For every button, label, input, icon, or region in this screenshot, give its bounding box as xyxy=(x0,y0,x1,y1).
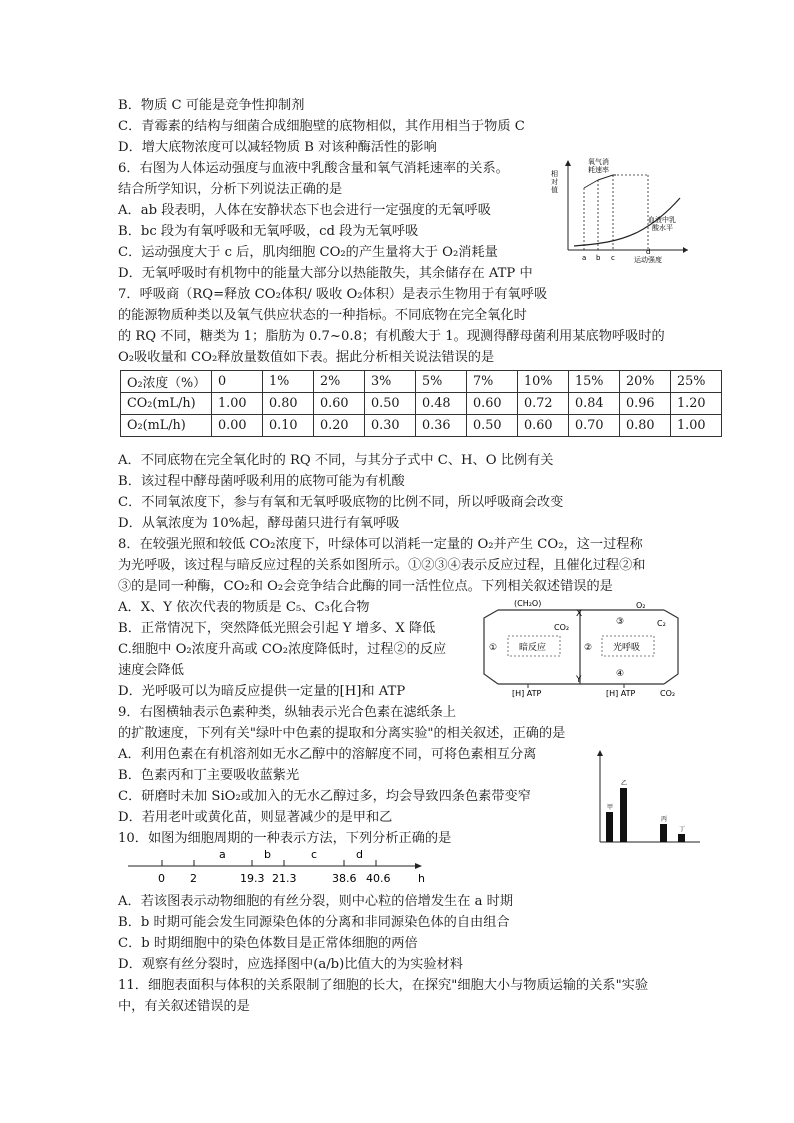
table-cell: 1% xyxy=(263,371,314,393)
photorespiration-label: 光呼吸 xyxy=(613,643,641,653)
question-7-stem: 7．呼吸商（RQ=释放 CO₂体积/ 吸收 O₂体积）是表示生物用于有氧呼吸 xyxy=(118,287,548,302)
tick-d: d xyxy=(646,248,651,256)
tick-label: 2 xyxy=(190,872,197,885)
text-line: 速度会降低 xyxy=(118,663,184,678)
table-cell: 20% xyxy=(620,371,671,393)
tick-label: 21.3 xyxy=(272,872,297,885)
table-cell: 0.36 xyxy=(416,415,467,437)
table-cell: 0.72 xyxy=(518,393,569,415)
co2-bottom-label: CO₂ xyxy=(660,689,676,698)
table-cell: 0.80 xyxy=(620,415,671,437)
step-3: ③ xyxy=(616,617,625,627)
option-a: A．不同底物在完全氧化时的 RQ 不同，与其分子式中 C、H、O 比例有关 xyxy=(118,453,554,468)
option-b: B．色素丙和丁主要吸收蓝紫光 xyxy=(118,768,300,783)
segment-b: b xyxy=(264,848,271,861)
unit-label: h xyxy=(418,872,425,885)
tick-label: 0 xyxy=(158,872,165,885)
table-cell: 5% xyxy=(416,371,467,393)
table-cell: CO₂(mL/h) xyxy=(121,393,212,415)
table-cell: 0.60 xyxy=(518,415,569,437)
x-axis-label: 运动强度 xyxy=(634,256,662,264)
table-cell: 1.00 xyxy=(671,415,722,437)
o2-curve-label: 氧气消耗速率 xyxy=(588,158,609,174)
text-line: C．青霉素的结构与细菌合成细胞壁的底物相似，其作用相当于物质 C xyxy=(118,119,525,134)
tick-label: 19.3 xyxy=(240,872,265,885)
option-d: D．观察有丝分裂时，应选择图中(a/b)比值大的为实验材料 xyxy=(118,957,463,972)
option-c: C．研磨时未加 SiO₂或加入的无水乙醇过多，均会导致四条色素带变窄 xyxy=(118,789,531,804)
option-b: B．正常情况下，突然降低光照会引起 Y 增多、X 降低 xyxy=(118,621,436,636)
option-b: B．bc 段为有氧呼吸和无氧呼吸，cd 段为无氧呼吸 xyxy=(118,224,419,239)
option-a: A．若该图表示动物细胞的有丝分裂，则中心粒的倍增发生在 a 时期 xyxy=(118,894,514,909)
text-line: 结合所学知识，分析下列说法正确的是 xyxy=(118,182,343,197)
table-cell: 0.00 xyxy=(212,415,263,437)
table-cell: 2% xyxy=(314,371,365,393)
table-cell: 0.48 xyxy=(416,393,467,415)
segment-c: c xyxy=(311,848,318,861)
bar-label: 乙 xyxy=(621,780,628,787)
bar-bing xyxy=(660,824,667,842)
table-cell: 0.70 xyxy=(569,415,620,437)
question-6-stem: 6．右图为人体运动强度与血液中乳酸含量和氧气消耗速率的关系。 xyxy=(118,161,509,176)
h-atp-left: [H] ATP xyxy=(512,689,542,698)
table-cell: 10% xyxy=(518,371,569,393)
table-cell: O₂(mL/h) xyxy=(121,415,212,437)
option-c: C．不同氧浓度下，参与有氧和无氧呼吸底物的比例不同，所以呼吸商会改变 xyxy=(118,495,564,510)
text-line: 的扩散速度，下列有关"绿叶中色素的提取和分离实验"的相关叙述，正确的是 xyxy=(118,726,566,741)
dark-reaction-label: 暗反应 xyxy=(519,643,547,653)
step-2: ② xyxy=(584,643,593,653)
table-cell: 0.10 xyxy=(263,415,314,437)
table-cell: 0.96 xyxy=(620,393,671,415)
bar-yi xyxy=(620,788,627,842)
y-label: Y xyxy=(576,675,582,685)
option-b: B．b 时期可能会发生同源染色体的分离和非同源染色体的自由组合 xyxy=(118,915,510,930)
bar-ding xyxy=(678,834,685,842)
bar-label: 丁 xyxy=(679,826,686,833)
co2-top-label: CO₂ xyxy=(554,623,570,632)
table-cell: 0.50 xyxy=(467,415,518,437)
option-a: A．X、Y 依次代表的物质是 C₅、C₃化合物 xyxy=(118,600,370,615)
tick-c: c xyxy=(611,254,615,262)
option-c: C．运动强度大于 c 后，肌肉细胞 CO₂的产生量将大于 O₂消耗量 xyxy=(118,245,498,260)
text-line: D．增大底物浓度可以减轻物质 B 对该种酶活性的影响 xyxy=(118,140,437,155)
table-cell: 0.50 xyxy=(365,393,416,415)
table-cell: 1.20 xyxy=(671,393,722,415)
question-8-stem: 8．在较强光照和较低 CO₂浓度下，叶绿体可以消耗一定量的 O₂并产生 CO₂，这一过程称 xyxy=(118,537,643,552)
option-d: D．从氧浓度为 10%起，酵母菌只进行有氧呼吸 xyxy=(118,516,400,531)
tick-a: a xyxy=(582,254,587,262)
table-cell: 3% xyxy=(365,371,416,393)
option-d: D．光呼吸可以为暗反应提供一定量的[H]和 ATP xyxy=(118,684,406,699)
text-line: 的 RQ 不同，糖类为 1；脂肪为 0.7~0.8；有机酸大于 1。现测得酵母菌利用某底物呼吸时的 xyxy=(118,329,665,344)
table-cell: 0.80 xyxy=(263,393,314,415)
table-cell: 1.00 xyxy=(212,393,263,415)
c2-label: C₂ xyxy=(657,619,666,628)
table-cell: O₂浓度（%） xyxy=(121,371,212,393)
table-cell: 0.60 xyxy=(314,393,365,415)
option-d: D．无氧呼吸时有机物中的能量大部分以热能散失，其余储存在 ATP 中 xyxy=(118,266,533,281)
tick-label: 40.6 xyxy=(366,872,391,885)
option-a: A．ab 段表明，人体在安静状态下也会进行一定强度的无氧呼吸 xyxy=(118,203,491,218)
step-1: ① xyxy=(489,643,498,653)
exercise-intensity-graph xyxy=(548,156,696,266)
table-cell: 0.20 xyxy=(314,415,365,437)
table-row xyxy=(121,371,722,393)
step-4: ④ xyxy=(616,669,625,679)
y-axis-label: 相对值 xyxy=(551,170,558,194)
h-atp-right: [H] ATP xyxy=(606,689,636,698)
segment-a: a xyxy=(219,848,226,861)
question-9-stem: 9．右图横轴表示色素种类，纵轴表示光合色素在滤纸条上 xyxy=(118,705,457,720)
table-row xyxy=(121,393,722,415)
table-cell: 15% xyxy=(569,371,620,393)
text-line: 中，有关叙述错误的是 xyxy=(118,999,250,1014)
option-a: A．利用色素在有机溶剂如无水乙醇中的溶解度不同，可将色素相互分离 xyxy=(118,747,537,762)
pigment-bar-chart xyxy=(596,748,706,848)
x-label: X xyxy=(576,609,583,619)
table-cell: 0.60 xyxy=(467,393,518,415)
tick-b: b xyxy=(596,254,601,262)
option-b: B．该过程中酵母菌呼吸利用的底物可能为有机酸 xyxy=(118,474,405,489)
tick-label: 38.6 xyxy=(332,872,357,885)
table-cell: 0.30 xyxy=(365,415,416,437)
table-cell: 0.84 xyxy=(569,393,620,415)
text-line: 的能源物质种类以及氧气供应状态的一种指标。不同底物在完全氧化时 xyxy=(118,308,527,323)
option-d: D．若用老叶或黄化苗，则显著减少的是甲和乙 xyxy=(118,810,393,825)
table-cell: 7% xyxy=(467,371,518,393)
question-10-stem: 10．如图为细胞周期的一种表示方法，下列分析正确的是 xyxy=(118,831,452,846)
text-line: 为光呼吸，该过程与暗反应过程的关系如图所示。①②③④表示反应过程，且催化过程②和 xyxy=(118,558,646,573)
table-cell: 25% xyxy=(671,371,722,393)
bar-label: 甲 xyxy=(607,804,614,811)
photorespiration-diagram xyxy=(476,596,686,700)
ch2o-label: (CH₂O) xyxy=(514,599,542,608)
table-row xyxy=(121,415,722,437)
text-line: B．物质 C 可能是竞争性抑制剂 xyxy=(118,98,305,113)
lactate-label: 血液中乳酸水平 xyxy=(648,216,676,232)
question-11-stem: 11．细胞表面积与体积的关系限制了细胞的长大，在探究"细胞大小与物质运输的关系"实验 xyxy=(118,978,649,993)
segment-d: d xyxy=(356,848,363,861)
text-line: ③的是同一种酶，CO₂和 O₂会竞争结合此酶的同一活性位点。下列相关叙述错误的是 xyxy=(118,579,613,594)
option-c: C.细胞中 O₂浓度升高或 CO₂浓度降低时，过程②的反应 xyxy=(118,642,447,657)
respiration-table xyxy=(120,370,722,437)
text-line: O₂吸收量和 CO₂释放量数值如下表。据此分析相关说法错误的是 xyxy=(118,350,495,365)
bar-jia xyxy=(606,812,613,842)
option-c: C．b 时期细胞中的染色体数目是正常体细胞的两倍 xyxy=(118,936,418,951)
table-cell: 0 xyxy=(212,371,263,393)
o2-label: O₂ xyxy=(636,601,646,610)
cell-cycle-timeline xyxy=(126,846,436,886)
bar-label: 丙 xyxy=(661,816,668,823)
